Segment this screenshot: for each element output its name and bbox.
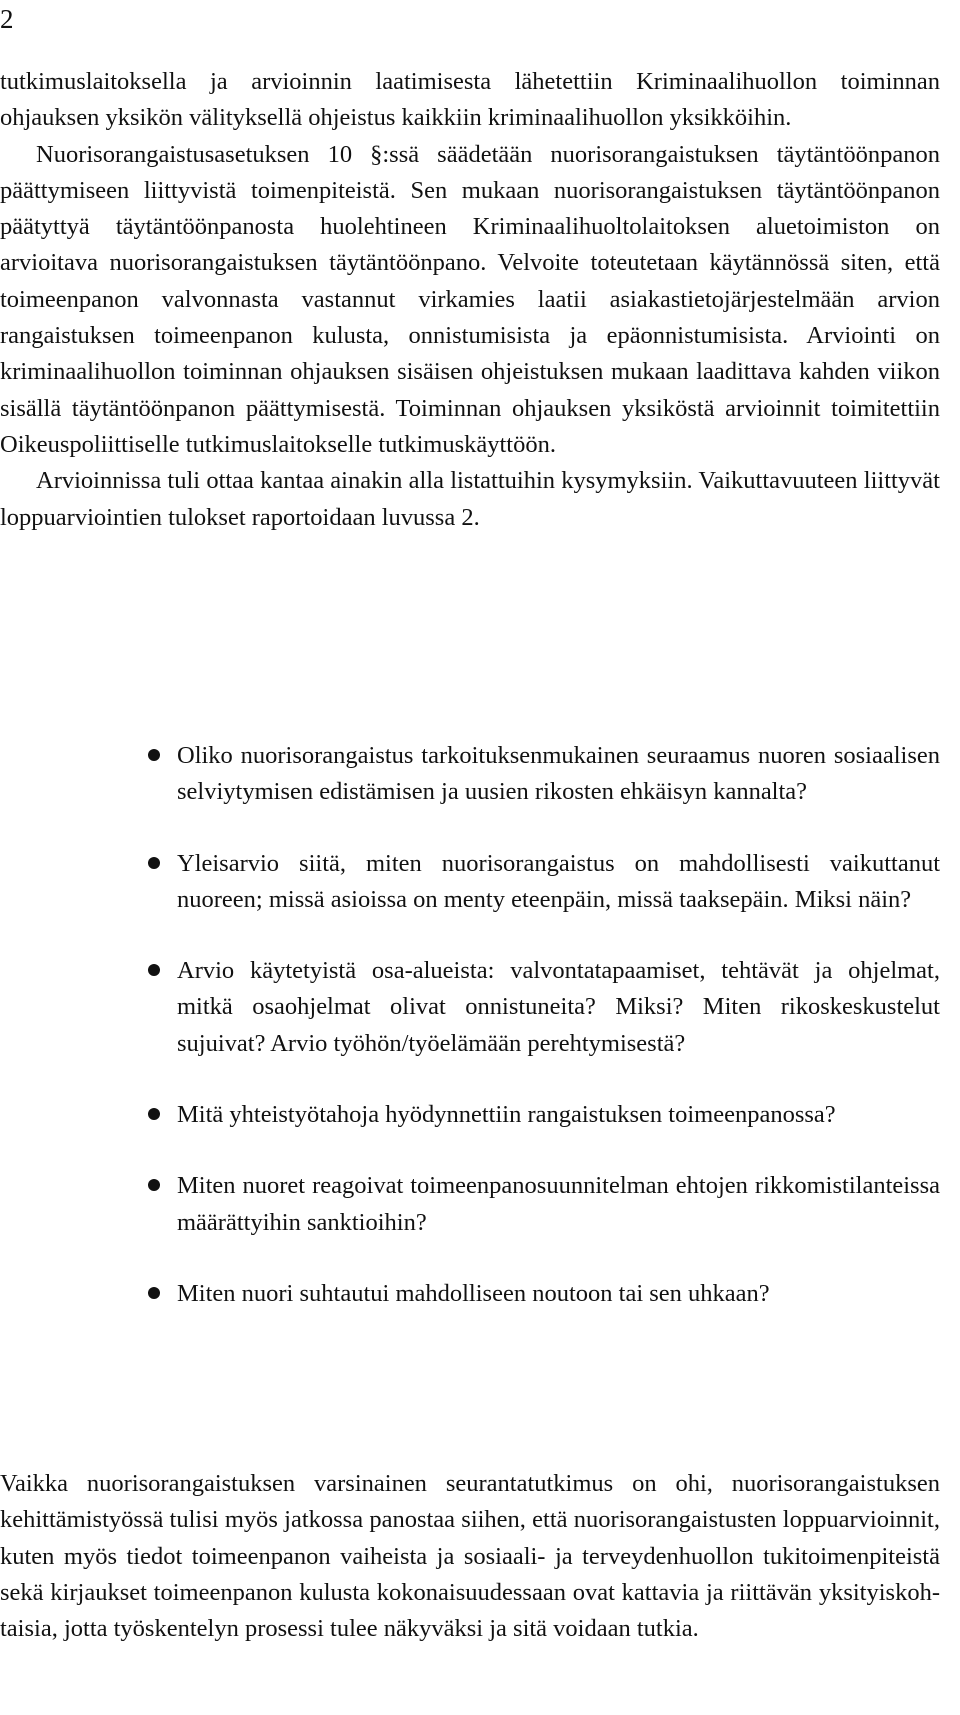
closing-section <box>0 1466 940 1647</box>
intro-paragraph-continued: tutkimuslaitoksella ja arvioinnin laatimisesta lähetettiin Kriminaalihuollon toiminnan ohjauksen yksikön välityksellä ohjeistus kaikkiin kriminaalihuollon yksikköihin. <box>0 68 940 132</box>
question-text: Arvio käytetyistä osa-alueista: valvontatapaamiset, tehtävät ja ohjelmat, mitkä osaohjelmat olivat onnistuneita? Miksi? Miten rikoskeskustelut sujuivat? Arvio työhön/työelämään perehtymisestä? <box>177 957 940 1057</box>
bullet-icon <box>148 1108 160 1120</box>
question-item <box>0 1276 940 1312</box>
bullet-icon <box>148 1179 160 1191</box>
bullet-icon <box>148 749 160 761</box>
question-text: Miten nuoret reagoivat toimeenpanosuunnitelman ehtojen rikkomistilanteissa määrättyihin sanktioihin? <box>177 1172 940 1236</box>
intro-paragraph-regulation: Nuorisorangaistusasetuksen 10 §:ssä säädetään nuorisorangaistuksen täytäntöönpanon päättymiseen liittyvistä toimenpiteistä. Sen mukaan nuorisorangaistuksen täytäntöönpanon päätyttyä täytäntöönpanosta huolehtineen Kriminaalihuoltolaitoksen aluetoimiston on arvioitava nuorisorangaistuksen täytäntöönpano. Velvoite toteutetaan käytännössä siten, että toimeenpanon valvonnasta vastannut virkamies laatii asiakastietojärjestelmään arvion rangaistuksen toimeenpanon kulusta, onnistumisista ja epäonnistumisista. Arviointi on kriminaalihuollon toiminnan ohjauksen sisäisen ohjeistuksen mukaan laadittava kahden viikon sisällä täytäntöönpanon päättymisestä. Toiminnan ohjauksen yksiköstä arvioinnit toimitettiin Oikeuspoliittiselle tutkimuslaitokselle tutkimuskäyttöön. <box>0 140 940 458</box>
intro-paragraph-questions-lead: Arvioinnissa tuli ottaa kantaa ainakin alla listattuihin kysymyksiin. Vaikuttavuuteen liittyvät loppuarviointien tulokset raportoidaan luvussa 2. <box>0 467 940 531</box>
closing-paragraph: Vaikka nuorisorangaistuksen varsinainen seurantatutkimus on ohi, nuorisorangaistuksen kehittämistyössä tulisi myös jatkossa panostaa siihen, että nuorisorangaistusten loppuarvioinnit, kuten myös tiedot toimeenpanon vaiheista ja sosiaali- ja terveydenhuollon tukitoimenpiteistä sekä kirjaukset toimeenpanon kulusta kokonaisuudessaan ovat kattavia ja riittävän yksityiskohtaisia, jotta työskentelyn prosessi tulee näkyväksi ja sitä voidaan tutkia. <box>0 1470 940 1643</box>
bullet-icon <box>148 964 160 976</box>
question-item <box>0 846 940 919</box>
question-item <box>0 1097 940 1133</box>
bullet-icon <box>148 857 160 869</box>
question-text: Miten nuori suhtautui mahdolliseen noutoon tai sen uhkaan? <box>177 1279 770 1307</box>
question-item <box>0 953 940 1062</box>
question-text: Oliko nuorisorangaistus tarkoituksenmukainen seuraamus nuoren sosiaalisen selviytymisen edistämisen ja uusien rikosten ehkäisyn kannalta? <box>177 742 940 806</box>
question-item <box>0 738 940 811</box>
bullet-icon <box>148 1287 160 1299</box>
intro-section <box>0 64 940 536</box>
question-list <box>0 738 940 1312</box>
question-text: Yleisarvio siitä, miten nuorisorangaistus on mahdollisesti vaikuttanut nuoreen; missä asioissa on menty eteenpäin, missä taaksepäin. Miksi näin? <box>177 849 940 913</box>
question-item <box>0 1168 940 1241</box>
page-number: 2 <box>0 4 14 34</box>
question-text: Mitä yhteistyötahoja hyödynnettiin rangaistuksen toimeenpanossa? <box>177 1101 836 1129</box>
